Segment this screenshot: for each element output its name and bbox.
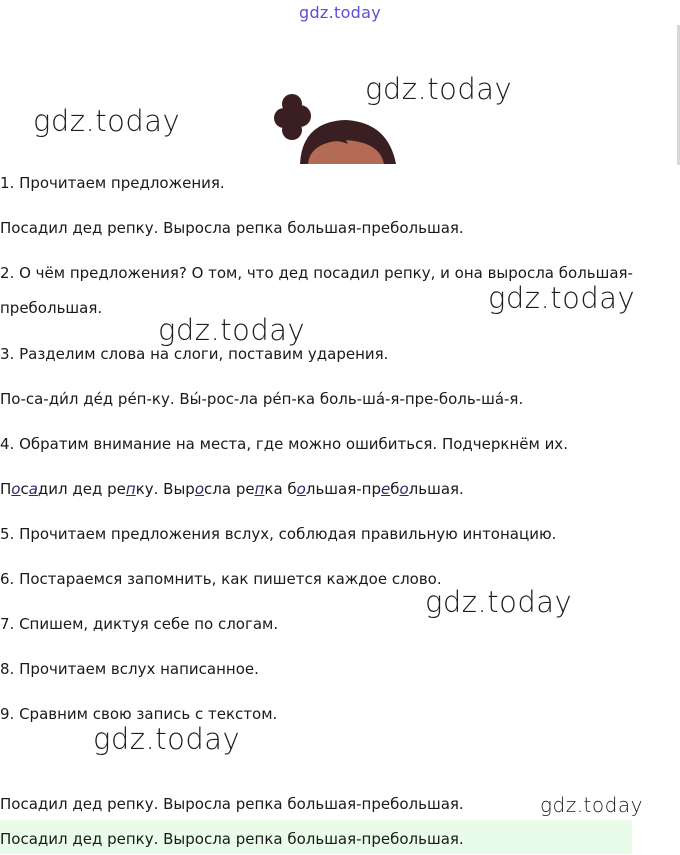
- step-2-cont: пребольшая.: [0, 299, 103, 317]
- watermark: gdz.today: [540, 793, 643, 817]
- step-5: 5. Прочитаем предложения вслух, соблюдая правильную интонацию.: [0, 525, 557, 543]
- sentence: Посадил дед репку. Выросла репка большая-пребольшая.: [0, 219, 464, 237]
- step-8: 8. Прочитаем вслух написанное.: [0, 660, 259, 678]
- marked-sentence: Посадил дед репку. Выросла репка большая-пребольшая.: [0, 480, 464, 498]
- step-7: 7. Спишем, диктуя себе по слогам.: [0, 615, 279, 633]
- step-1: 1. Прочитаем предложения.: [0, 174, 225, 192]
- site-link[interactable]: gdz.today: [299, 3, 381, 22]
- watermark: gdz.today: [93, 722, 241, 756]
- watermark: gdz.today: [488, 281, 636, 315]
- sentence-copy: Посадил дед репку. Выросла репка большая-пребольшая.: [0, 830, 464, 848]
- step-3: 3. Разделим слова на слоги, поставим ударения.: [0, 345, 389, 363]
- watermark: gdz.today: [365, 72, 513, 106]
- watermark: gdz.today: [158, 313, 306, 347]
- sentence-original: Посадил дед репку. Выросла репка большая-пребольшая.: [0, 795, 464, 813]
- watermark: gdz.today: [425, 585, 573, 619]
- step-2: 2. О чём предложения? О том, что дед посадил репку, и она выросла большая-: [0, 264, 633, 282]
- syllables: По-са-ди́л де́д ре́п-ку. Вы́-рос-ла ре́п-ка боль-ша́-я-пре-боль-ша́-я.: [0, 390, 524, 408]
- watermark: gdz.today: [33, 104, 181, 138]
- step-4: 4. Обратим внимание на места, где можно ошибиться. Подчеркнём их.: [0, 435, 568, 453]
- step-9: 9. Сравним свою запись с текстом.: [0, 705, 278, 723]
- step-6: 6. Постараемся запомнить, как пишется каждое слово.: [0, 570, 442, 588]
